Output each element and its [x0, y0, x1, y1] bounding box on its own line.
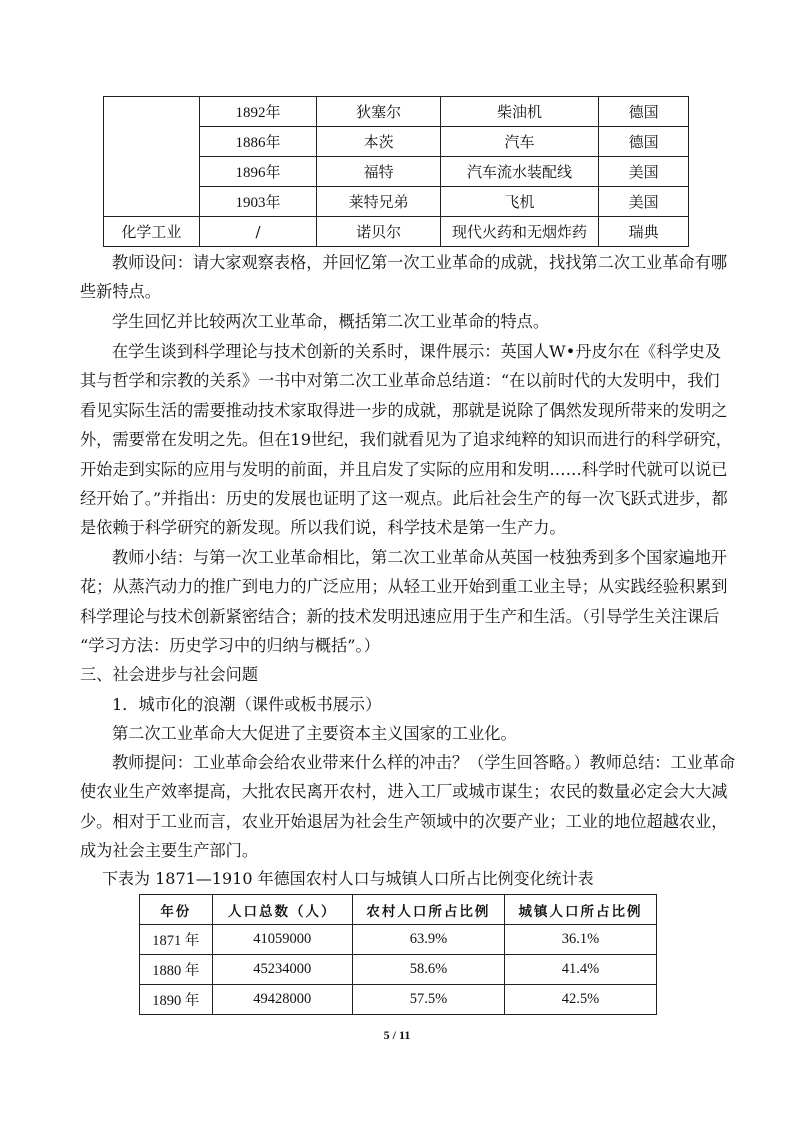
urban-cell: 36.1%: [504, 925, 656, 955]
column-header: 人口总数（人）: [212, 895, 352, 925]
table-row: [104, 97, 689, 127]
text-line: 看见实际生活的需要推动技术家取得进一步的成就，那就是说除了偶然发现所带来的发明之: [80, 400, 728, 420]
inventor-cell: 狄塞尔: [317, 97, 441, 127]
paragraph-teacher-summary: [80, 543, 728, 661]
text-line: 科学理论与技术创新紧密结合；新的技术发明迅速应用于生产和生活。（引导学生关注课后: [80, 606, 720, 626]
inventor-cell: 莱特兄弟: [317, 187, 441, 217]
country-cell: 美国: [599, 157, 689, 187]
total-cell: 49428000: [212, 985, 352, 1015]
urban-cell: 41.4%: [504, 955, 656, 985]
column-header: 年份: [140, 895, 213, 925]
text-line: 其与哲学和宗教的关系》一书中对第二次工业革命总结道：“在以前时代的大发明中，我们: [80, 371, 720, 391]
invention-cell: 飞机: [440, 187, 598, 217]
subsection-heading: [80, 690, 716, 719]
page-number: 5 / 11: [383, 1028, 411, 1042]
invention-cell: 汽车: [440, 127, 598, 157]
population-table-caption: 下表为 1871—1910 年德国农村人口与城镇人口所占比例变化统计表: [102, 869, 594, 888]
paragraph-science-quote: [80, 337, 732, 543]
table-header-row: [140, 895, 657, 925]
year-cell: 1903年: [199, 187, 317, 217]
column-header: 农村人口所占比例: [352, 895, 504, 925]
inventions-table: [103, 96, 689, 247]
paragraph-agriculture: [80, 748, 736, 866]
rural-cell: 57.5%: [352, 985, 504, 1015]
invention-cell: 现代火药和无烟炸药: [440, 217, 598, 247]
rural-cell: 58.6%: [352, 955, 504, 985]
rural-cell: 63.9%: [352, 925, 504, 955]
text-line: 是依赖于科学研究的新发现。所以我们说，科学技术是第一生产力。: [80, 518, 566, 538]
section-heading: [80, 660, 716, 689]
text-line: 使农业生产效率提高，大批农民离开农村，进入工厂或城市谋生；农民的数量必定会大大减: [80, 782, 728, 802]
text-line: 经开始了。”并指出：历史的发展也证明了这一观点。此后社会生产的每一次飞跃式进步，都: [80, 489, 728, 509]
year-cell: 1892年: [199, 97, 317, 127]
year-cell: 1886年: [199, 127, 317, 157]
text-line: 在学生谈到科学理论与技术创新的关系时，课件展示：英国人W•丹皮尔在《科学史及: [112, 342, 721, 361]
urban-cell: 42.5%: [504, 985, 656, 1015]
year-cell: 1871 年: [140, 925, 213, 955]
text-line: 1．城市化的浪潮（课件或板书展示）: [112, 695, 382, 714]
text-line: 教师小结：与第一次工业革命相比，第二次工业革命从英国一枝独秀到多个国家遍地开: [112, 548, 728, 567]
text-line: 学生回忆并比较两次工业革命，概括第二次工业革命的特点。: [112, 312, 550, 331]
text-line: 少。相对于工业而言，农业开始退居为社会生产领域中的次要产业；工业的地位超越农业，: [80, 811, 728, 831]
text-line: 外，需要常在发明之先。但在19世纪，我们就看见为了追求纯粹的知识而进行的科学研究，: [80, 430, 732, 450]
year-cell: 1880 年: [140, 955, 213, 985]
industry-cell: [104, 97, 200, 217]
text-line: 花；从蒸汽动力的推广到电力的广泛应用；从轻工业开始到重工业主导；从实践经验积累到: [80, 577, 728, 597]
paragraph-teacher-question: [80, 248, 728, 307]
table-row: [104, 217, 689, 247]
country-cell: 瑞典: [599, 217, 689, 247]
paragraph-industrialization: [80, 719, 716, 748]
year-cell: 1896年: [199, 157, 317, 187]
table-row: [140, 985, 657, 1015]
text-line: 教师设问：请大家观察表格，并回忆第一次工业革命的成就，找找第二次工业革命有哪: [112, 253, 728, 272]
inventor-cell: 福特: [317, 157, 441, 187]
total-cell: 45234000: [212, 955, 352, 985]
text-line: 些新特点。: [80, 282, 161, 302]
year-cell: 1890 年: [140, 985, 213, 1015]
inventor-cell: 诺贝尔: [317, 217, 441, 247]
text-line: 开始走到实际的应用与发明的前面，并且启发了实际的应用和发明……科学时代就可以说已: [80, 459, 728, 479]
country-cell: 美国: [599, 187, 689, 217]
text-line: 成为社会主要生产部门。: [80, 841, 259, 861]
industry-cell: 化学工业: [104, 217, 200, 247]
text-line: 三、社会进步与社会问题: [80, 665, 259, 684]
table-row: [140, 925, 657, 955]
country-cell: 德国: [599, 127, 689, 157]
year-cell: /: [199, 217, 317, 247]
paragraph-student-review: [80, 307, 716, 336]
invention-cell: 汽车流水装配线: [440, 157, 598, 187]
country-cell: 德国: [599, 97, 689, 127]
text-line: 第二次工业革命大大促进了主要资本主义国家的工业化。: [112, 724, 517, 743]
inventor-cell: 本茨: [317, 127, 441, 157]
column-header: 城镇人口所占比例: [504, 895, 656, 925]
population-table: [139, 894, 657, 1015]
table-row: [140, 955, 657, 985]
total-cell: 41059000: [212, 925, 352, 955]
text-line: 教师提问：工业革命会给农业带来什么样的冲击？（学生回答略。）教师总结：工业革命: [112, 753, 736, 772]
invention-cell: 柴油机: [440, 97, 598, 127]
text-line: “学习方法：历史学习中的归纳与概括”。）: [80, 636, 380, 656]
